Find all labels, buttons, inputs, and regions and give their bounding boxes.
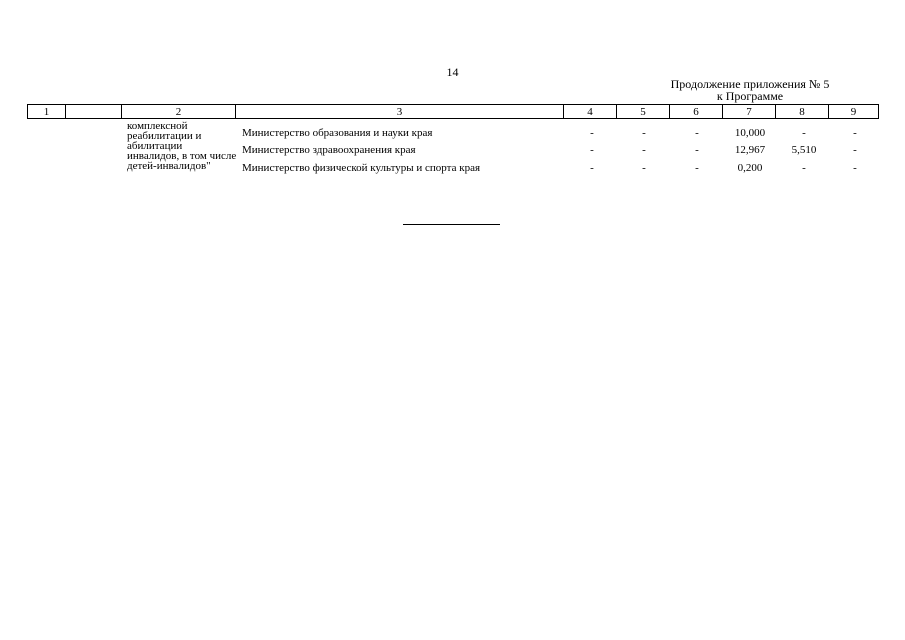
header-cell-blank: [66, 105, 122, 119]
value-cell-9: -: [853, 162, 857, 174]
header-cell-7: 7: [723, 105, 776, 119]
value-cell-9: -: [853, 144, 857, 156]
value-cell-7: 12,967: [734, 144, 766, 156]
closing-separator-line: [403, 224, 500, 225]
header-cell-1: 1: [28, 105, 66, 119]
header-cell-4: 4: [564, 105, 617, 119]
value-cell-4: -: [590, 162, 594, 174]
value-cell-9: -: [853, 127, 857, 139]
value-cell-8: -: [802, 162, 806, 174]
executor-cell: Министерство здравоохранения края: [242, 144, 416, 156]
value-cell-6: -: [695, 162, 699, 174]
value-cell-7: 10,000: [734, 127, 766, 139]
executor-cell: Министерство образования и науки края: [242, 127, 433, 139]
executor-cell: Министерство физической культуры и спорта края: [242, 162, 481, 174]
page-number: 14: [446, 65, 459, 79]
value-cell-8: 5,510: [791, 144, 817, 156]
header-cell-8: 8: [776, 105, 829, 119]
header-cell-5: 5: [617, 105, 670, 119]
value-cell-4: -: [590, 144, 594, 156]
value-cell-5: -: [642, 144, 646, 156]
value-cell-7: 0,200: [737, 162, 763, 174]
appendix-caption: [655, 78, 845, 102]
header-row: [28, 105, 879, 119]
appendix-caption-line2: к Программе: [716, 89, 784, 103]
header-cell-2: 2: [122, 105, 236, 119]
measure-description: комплексной реабилитации и абилитации инвалидов, в том числе детей-инвалидов": [127, 120, 237, 172]
value-cell-8: -: [802, 127, 806, 139]
column-number-header: [27, 104, 879, 119]
value-cell-5: -: [642, 162, 646, 174]
header-cell-6: 6: [670, 105, 723, 119]
value-cell-5: -: [642, 127, 646, 139]
value-cell-4: -: [590, 127, 594, 139]
value-cell-6: -: [695, 127, 699, 139]
value-cell-6: -: [695, 144, 699, 156]
header-cell-9: 9: [829, 105, 879, 119]
header-cell-3: 3: [236, 105, 564, 119]
appendix-caption-line1: Продолжение приложения № 5: [670, 77, 830, 91]
